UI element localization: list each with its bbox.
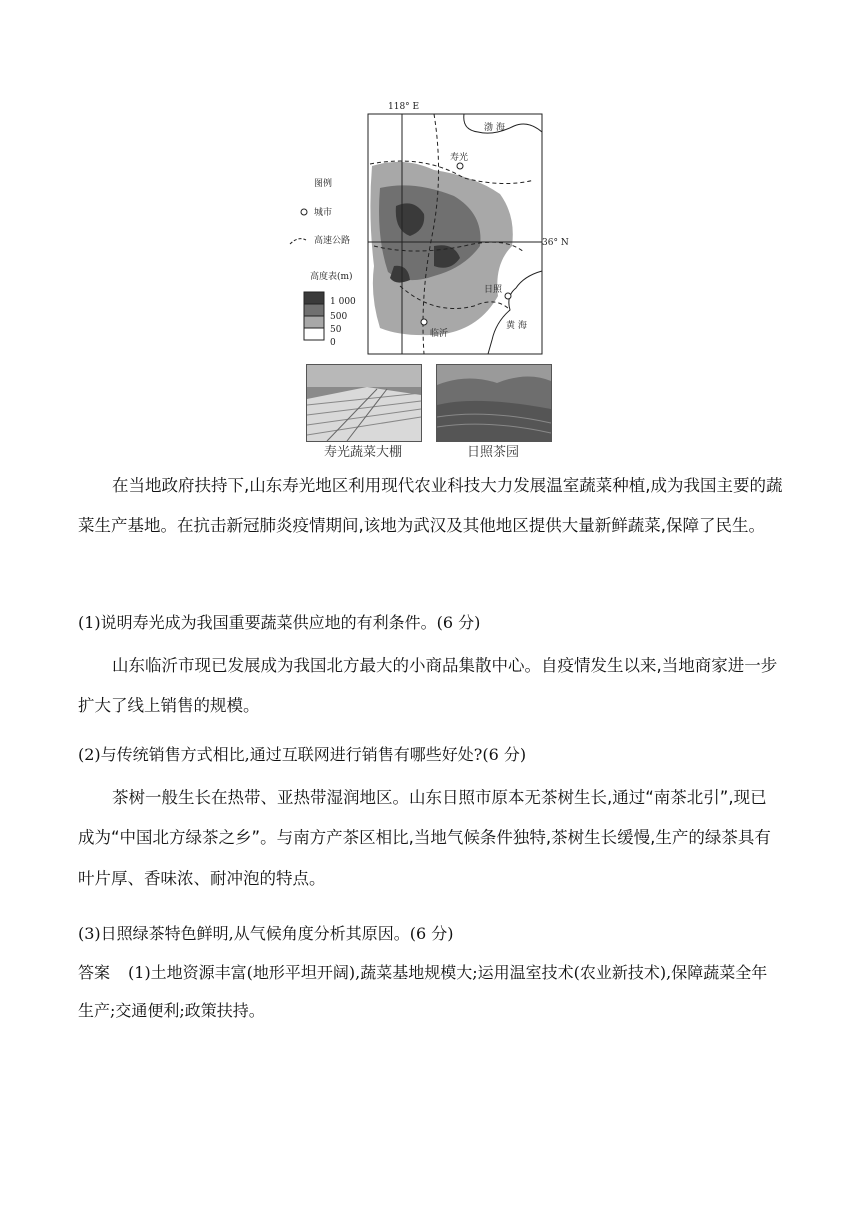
sea-bohai-label: 渤 海 xyxy=(484,123,505,133)
lon-label: 118° E xyxy=(388,102,420,112)
elev-swatch-500 xyxy=(304,304,324,316)
tea-garden-photo xyxy=(436,364,552,442)
legend-city-label: 城市 xyxy=(314,208,333,218)
elev-title: 高度表(m) xyxy=(310,272,353,282)
answer-block xyxy=(78,954,783,1029)
elev-tick-0: 0 xyxy=(330,338,336,348)
city-rizhao-label: 日照 xyxy=(484,285,503,295)
elev-tick-50: 50 xyxy=(330,325,342,335)
elev-swatch-1000 xyxy=(304,292,324,304)
lat-label: 36° N xyxy=(542,238,569,248)
answer-label: 答案 xyxy=(78,963,111,982)
paragraph-linyi: 山东临沂市现已发展成为我国北方最大的小商品集散中心。自疫情发生以来,当地商家进一步扩大了线上销售的规模。 xyxy=(78,656,778,716)
legend-highway-label: 高速公路 xyxy=(314,236,351,246)
question-3: (3)日照绿茶特色鲜明,从气候角度分析其原因。(6 分) xyxy=(78,924,454,943)
elev-tick-500: 500 xyxy=(330,312,348,322)
answer-text: (1)土地资源丰富(地形平坦开阔),蔬菜基地规模大;运用温室技术(农业新技术),保障蔬菜全年生产;交通便利;政策扶持。 xyxy=(78,963,768,1020)
legend-city-icon xyxy=(301,209,307,215)
elev-tick-1000: 1 000 xyxy=(330,297,356,307)
city-shouguang-marker xyxy=(457,163,463,169)
city-shouguang-label: 寿光 xyxy=(450,153,469,163)
city-linyi-label: 临沂 xyxy=(430,329,449,339)
map-figure xyxy=(284,96,569,362)
city-linyi-marker xyxy=(421,319,427,325)
paragraph-shouguang: 在当地政府扶持下,山东寿光地区利用现代农业科技大力发展温室蔬菜种植,成为我国主要的蔬菜生产基地。在抗击新冠肺炎疫情期间,该地为武汉及其他地区提供大量新鲜蔬菜,保障了民生。 xyxy=(78,476,783,536)
question-2: (2)与传统销售方式相比,通过互联网进行销售有哪些好处?(6 分) xyxy=(78,745,527,764)
greenhouse-photo xyxy=(306,364,422,442)
city-rizhao-marker xyxy=(505,293,511,299)
shandong-map xyxy=(284,96,569,362)
question-1: (1)说明寿光成为我国重要蔬菜供应地的有利条件。(6 分) xyxy=(78,613,481,632)
greenhouse-caption: 寿光蔬菜大棚 xyxy=(323,445,402,460)
tea-garden-caption: 日照茶园 xyxy=(466,445,519,460)
legend-highway-icon xyxy=(290,239,306,244)
elev-swatch-50 xyxy=(304,316,324,328)
paragraph-rizhao: 茶树一般生长在热带、亚热带湿润地区。山东日照市原本无茶树生长,通过“南茶北引”,现已成为“中国北方绿茶之乡”。与南方产茶区相比,当地气候条件独特,茶树生长缓慢,生产的绿茶具有叶片厚、香味浓、耐冲泡的特点。 xyxy=(78,788,771,888)
elev-swatch-0 xyxy=(304,328,324,340)
legend-title: 图例 xyxy=(314,179,333,189)
sea-huanghai-label: 黄 海 xyxy=(506,321,527,331)
